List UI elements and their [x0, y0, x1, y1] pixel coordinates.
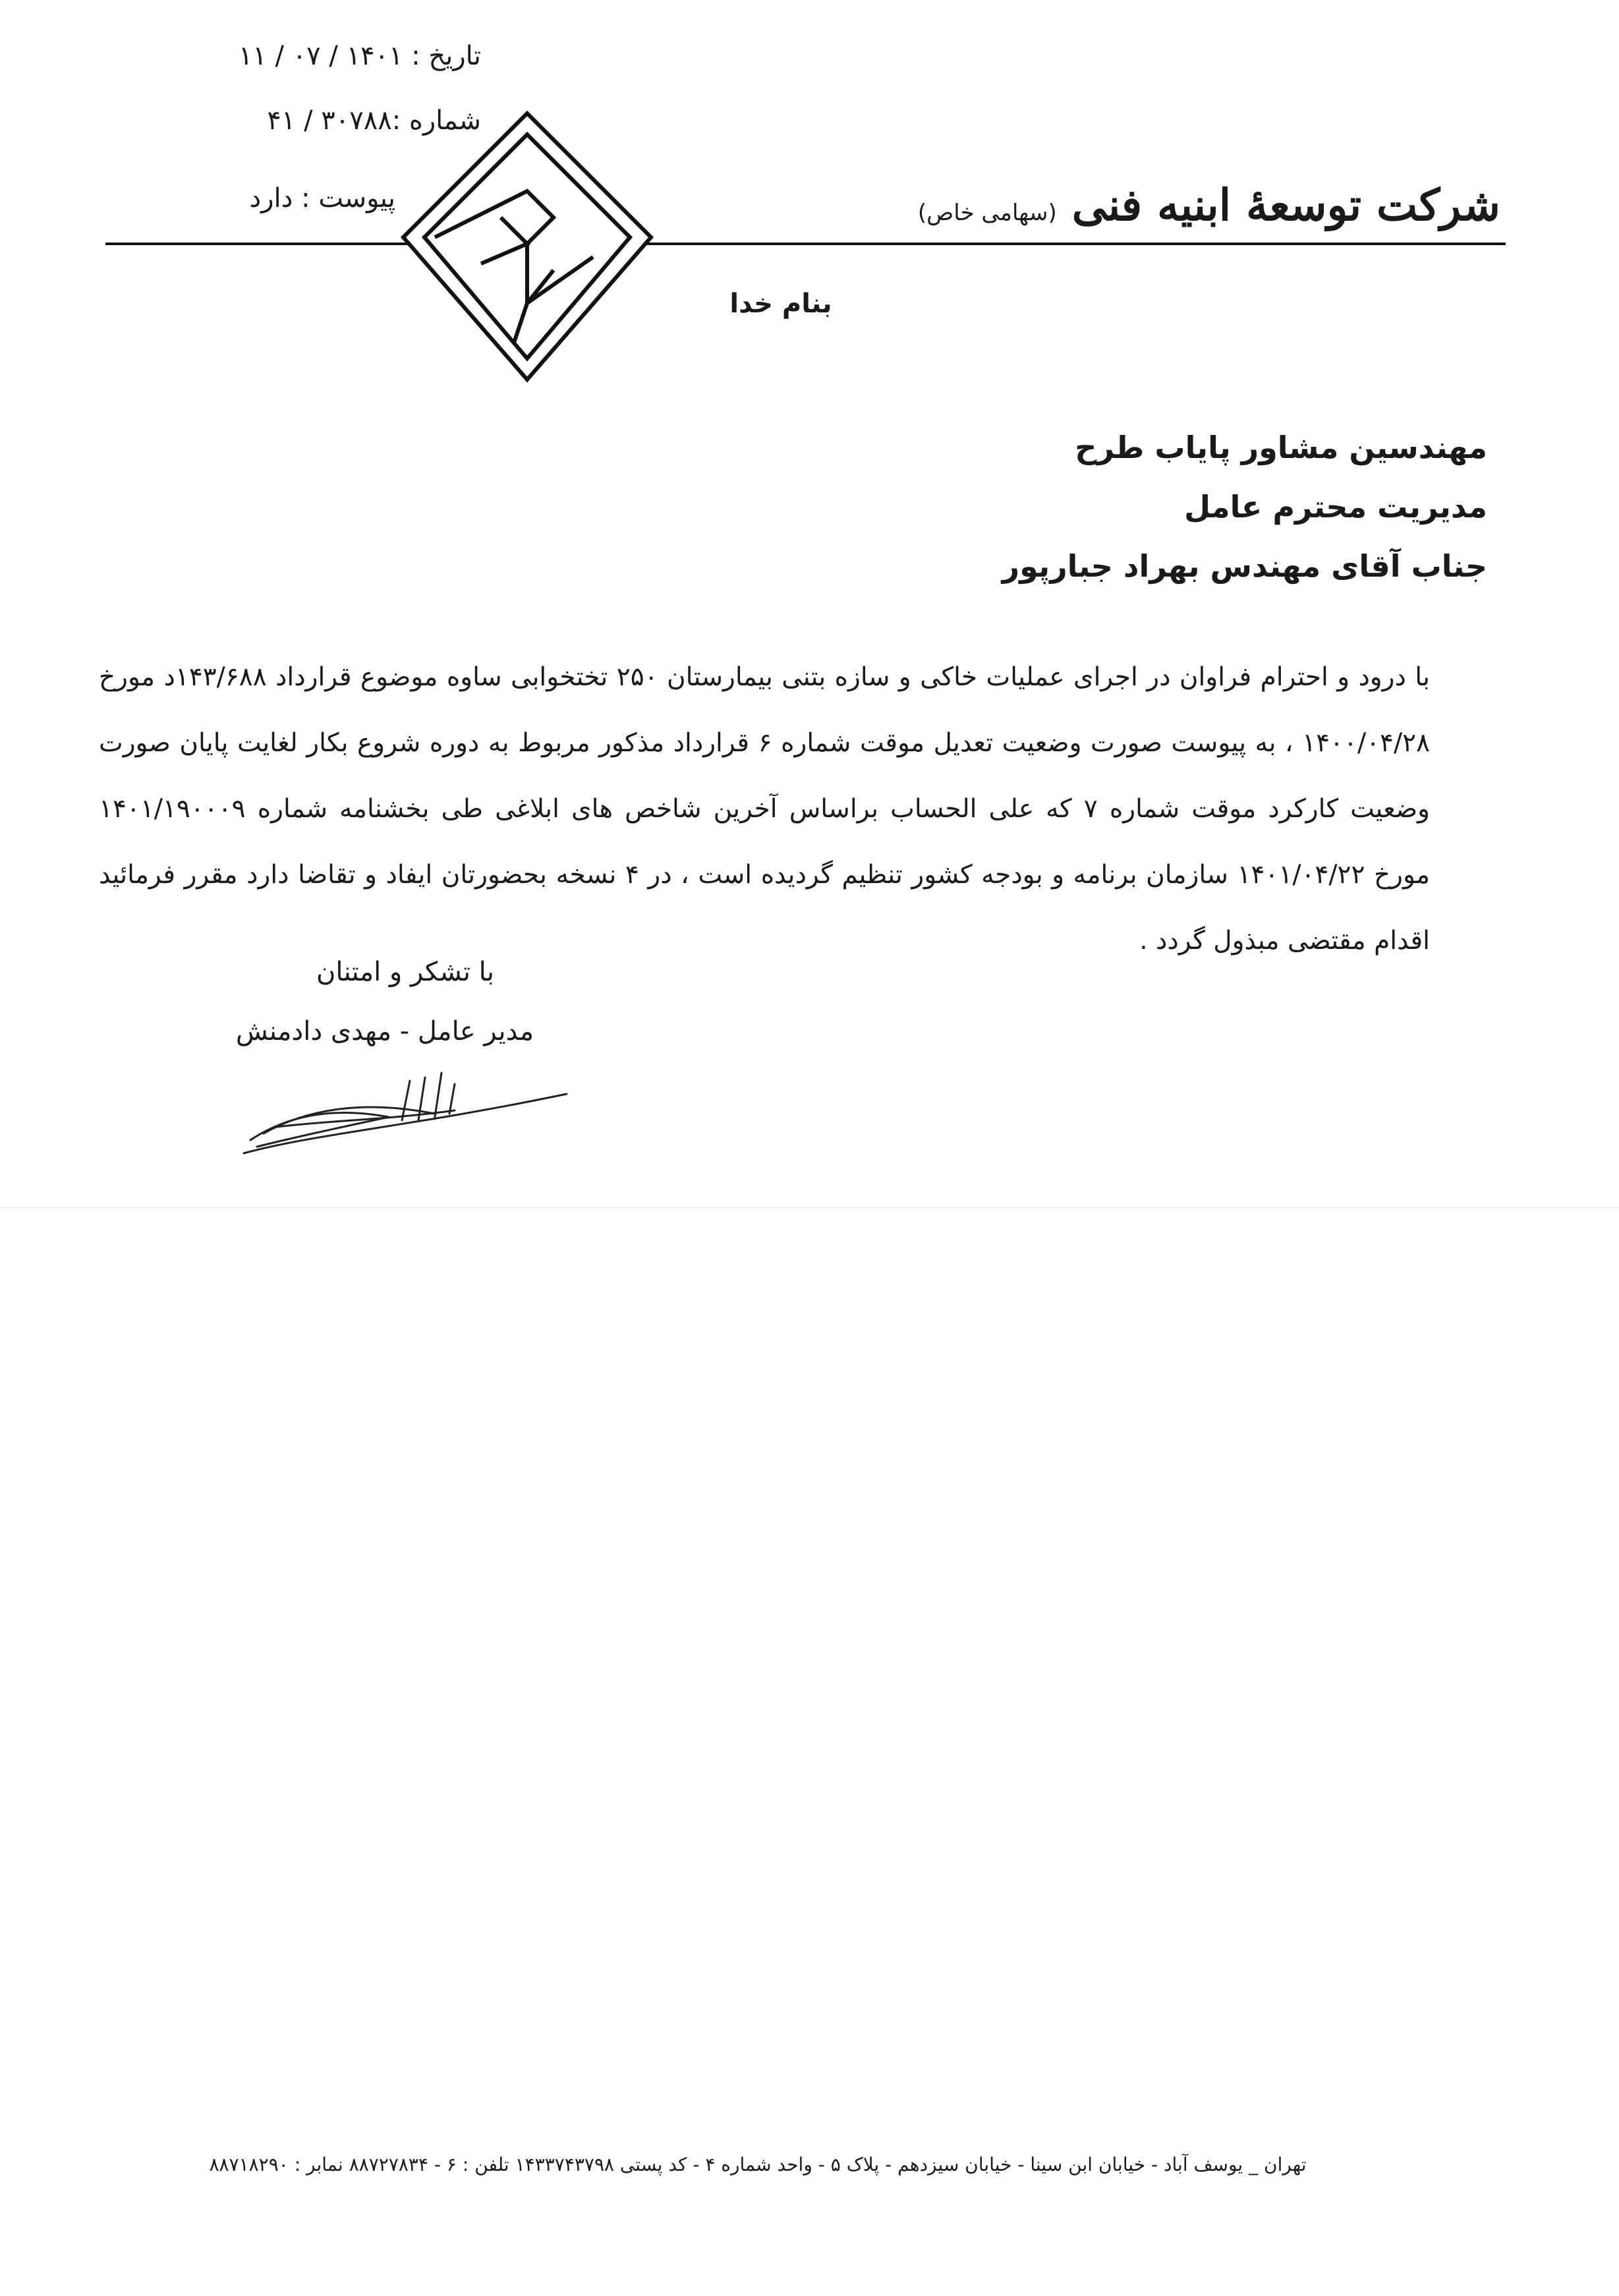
handwritten-signature — [237, 1054, 580, 1166]
basmala: بنام خدا — [729, 289, 832, 319]
letter-body: با درود و احترام فراوان در اجرای عملیات خاکی و سازه بتنی بیمارستان ۲۵۰ تختخوابی ساوه موضوع قرارداد ۱۴۳/۶۸۸د مورخ ۱۴۰۰/۰۴/۲۸ ، به پیوست صورت وضعیت تعدیل موقت شماره ۶ قرارداد مذکور مربوط به دوره شروع بکار لغایت پایان صورت وضعیت کارکرد موقت شماره ۷ که علی الحساب براساس آخرین شاخص های ابلاغی طی بخشنامه شماره ۱۴۰۱/۱۹۰۰۰۹ مورخ ۱۴۰۱/۰۴/۲۲ سازمان برنامه و بودجه کشور تنظیم گردیده است ، در ۴ نسخه بحضورتان ایفاد و تقاضا دارد مقرر فرمائید اقدام مقتضی مبذول گردد . — [99, 662, 1431, 956]
addressee-person: جناب آقای مهندس بهراد جبارپور — [1002, 548, 1487, 584]
company-type: (سهامی خاص) — [917, 200, 1057, 226]
signatory: مدیر عامل - مهدی دادمنش — [235, 1016, 534, 1047]
company-name-line — [909, 179, 1500, 231]
letter-number: شماره :۳۰۷۸۸ / ۴۱ — [267, 105, 481, 136]
footer-address: تهران _ یوسف آباد - خیابان ابن سینا - خیابان سیزدهم - پلاک ۵ - واحد شماره ۴ - کد پستی ۱۴۳۳۷۴۳۷۹۸ تلفن : ۶ - ۸۸۷۲۷۸۳۴ نمابر : ۸۸۷۱۸۲۹۰ — [209, 2154, 1307, 2175]
page-divider — [0, 1207, 1619, 1208]
header-divider — [105, 243, 1506, 245]
company-name: شرکت توسعهٔ ابنیه فنی — [1071, 179, 1500, 231]
company-logo — [395, 105, 672, 395]
addressee-management: مدیریت محترم عامل — [1184, 489, 1487, 525]
closing-thanks: با تشکر و امتنان — [316, 957, 494, 987]
addressee-firm: مهندسین مشاور پایاب طرح — [1075, 430, 1487, 465]
letter-date: تاریخ : ۱۴۰۱ / ۰۷ / ۱۱ — [238, 41, 481, 71]
attachment-status: پیوست : دارد — [249, 183, 395, 214]
